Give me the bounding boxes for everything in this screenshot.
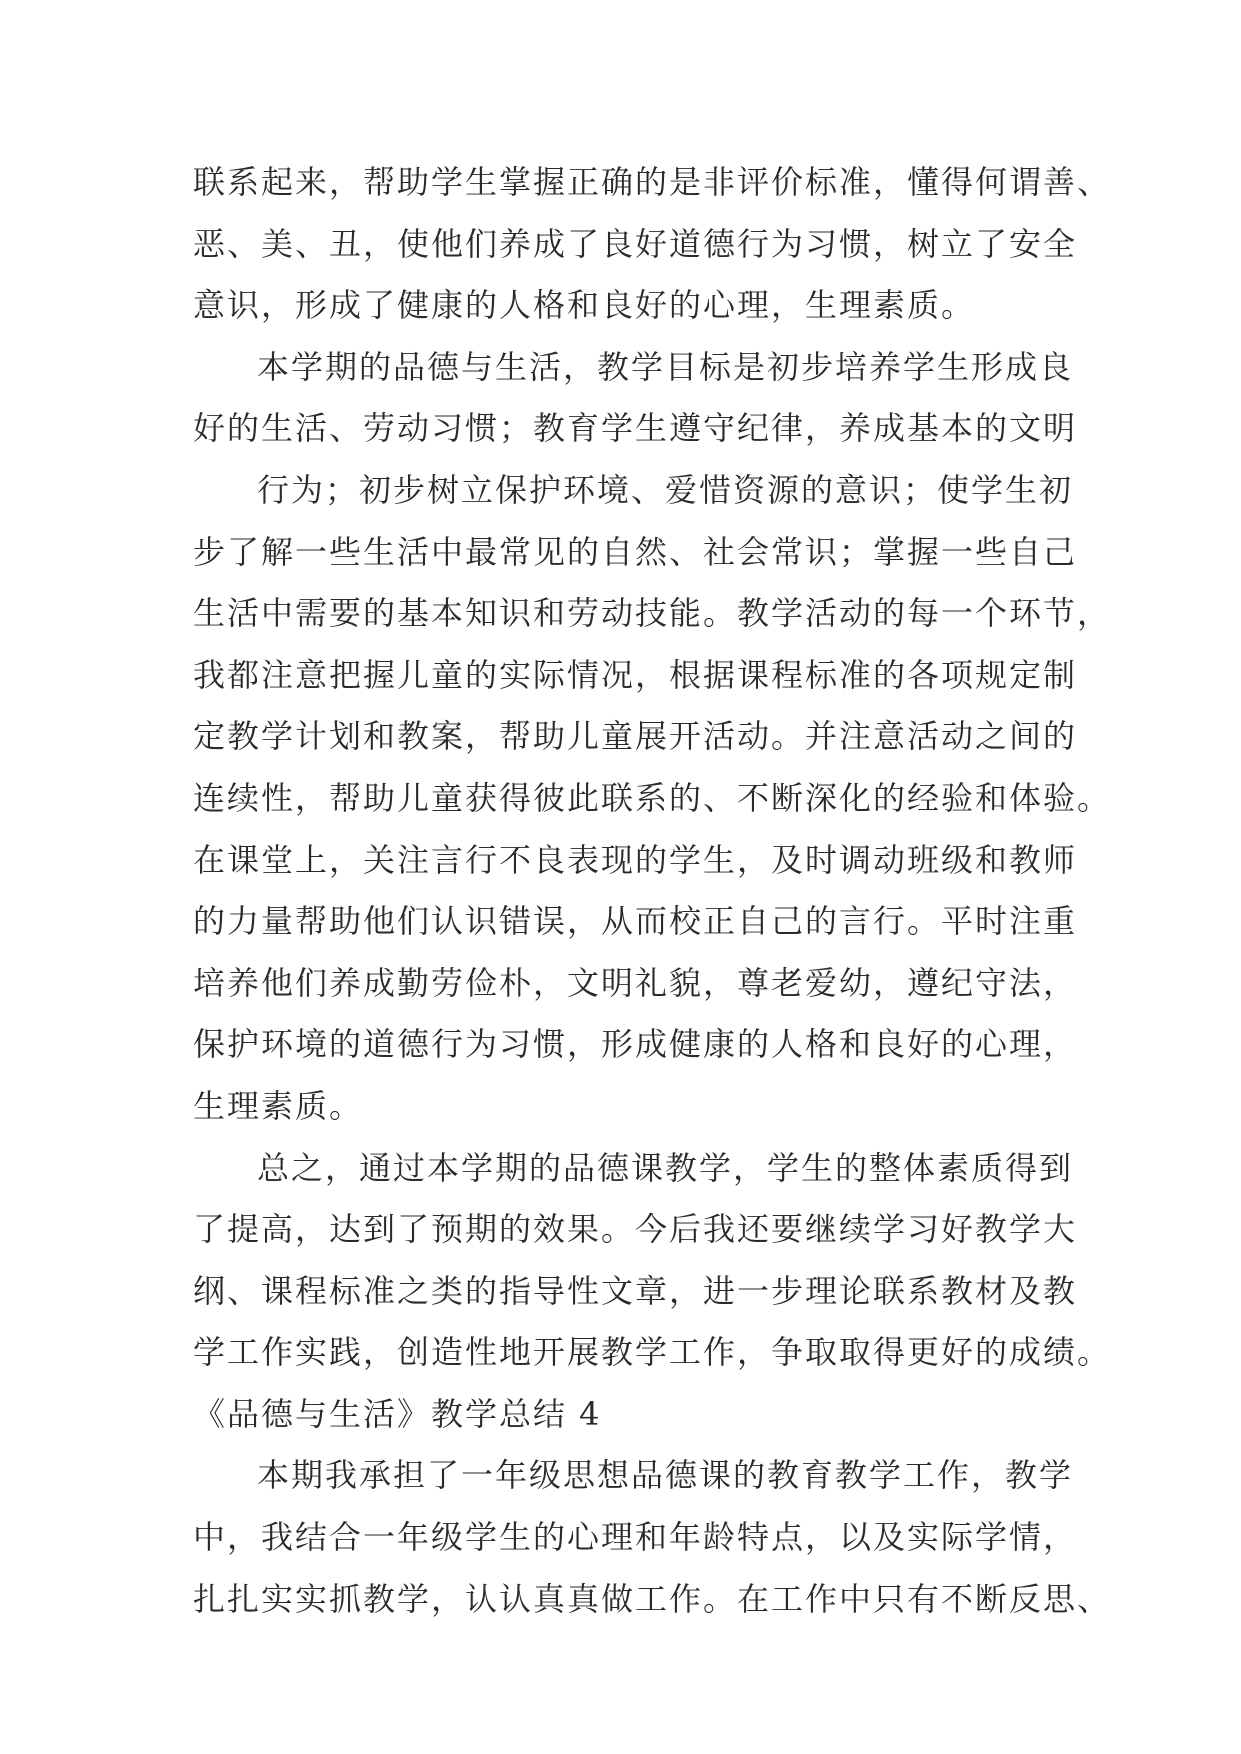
text-line: 纲、课程标准之类的指导性文章，进一步理论联系教材及教 [193, 1271, 1078, 1310]
text-line: 定教学计划和教案，帮助儿童展开活动。并注意活动之间的 [193, 717, 1078, 756]
text-line: 的力量帮助他们认识错误，从而校正自己的言行。平时注重 [193, 902, 1078, 941]
paragraph-first-line: 本期我承担了一年级思想品德课的教育教学工作，教学 [257, 1456, 1074, 1495]
paragraph-first-line: 总之，通过本学期的品德课教学，学生的整体素质得到 [257, 1148, 1074, 1187]
text-line: 中，我结合一年级学生的心理和年龄特点，以及实际学情， [193, 1518, 1078, 1557]
text-line: 学工作实践，创造性地开展教学工作，争取取得更好的成绩。 [193, 1333, 1112, 1372]
text-line: 保护环境的道德行为习惯，形成健康的人格和良好的心理， [193, 1025, 1078, 1064]
text-line: 在课堂上，关注言行不良表现的学生，及时调动班级和教师 [193, 840, 1078, 879]
paragraph-first-line: 行为；初步树立保护环境、爱惜资源的意识；使学生初 [257, 470, 1074, 509]
text-line: 意识，形成了健康的人格和良好的心理，生理素质。 [193, 286, 976, 325]
text-line: 《品德与生活》教学总结 4 [193, 1394, 602, 1433]
paragraph-first-line: 本学期的品德与生活，教学目标是初步培养学生形成良 [257, 347, 1074, 386]
text-line: 好的生活、劳动习惯；教育学生遵守纪律，养成基本的文明 [193, 409, 1078, 448]
text-line: 联系起来，帮助学生掌握正确的是非评价标准，懂得何谓善、 [193, 163, 1112, 201]
text-line: 生理素质。 [193, 1086, 364, 1125]
text-line: 扎扎实实抓教学，认认真真做工作。在工作中只有不断反思、 [193, 1579, 1112, 1618]
text-line: 了提高，达到了预期的效果。今后我还要继续学习好教学大 [193, 1210, 1078, 1249]
text-line: 我都注意把握儿童的实际情况，根据课程标准的各项规定制 [193, 655, 1078, 694]
text-line: 步了解一些生活中最常见的自然、社会常识；掌握一些自己 [193, 532, 1078, 571]
text-line: 恶、美、丑，使他们养成了良好道德行为习惯，树立了安全 [193, 224, 1078, 263]
text-line: 连续性，帮助儿童获得彼此联系的、不断深化的经验和体验。 [193, 778, 1112, 817]
document-body [193, 152, 1112, 1630]
text-line: 生活中需要的基本知识和劳动技能。教学活动的每一个环节， [193, 594, 1112, 633]
text-line: 培养他们养成勤劳俭朴，文明礼貌，尊老爱幼，遵纪守法， [193, 963, 1078, 1002]
